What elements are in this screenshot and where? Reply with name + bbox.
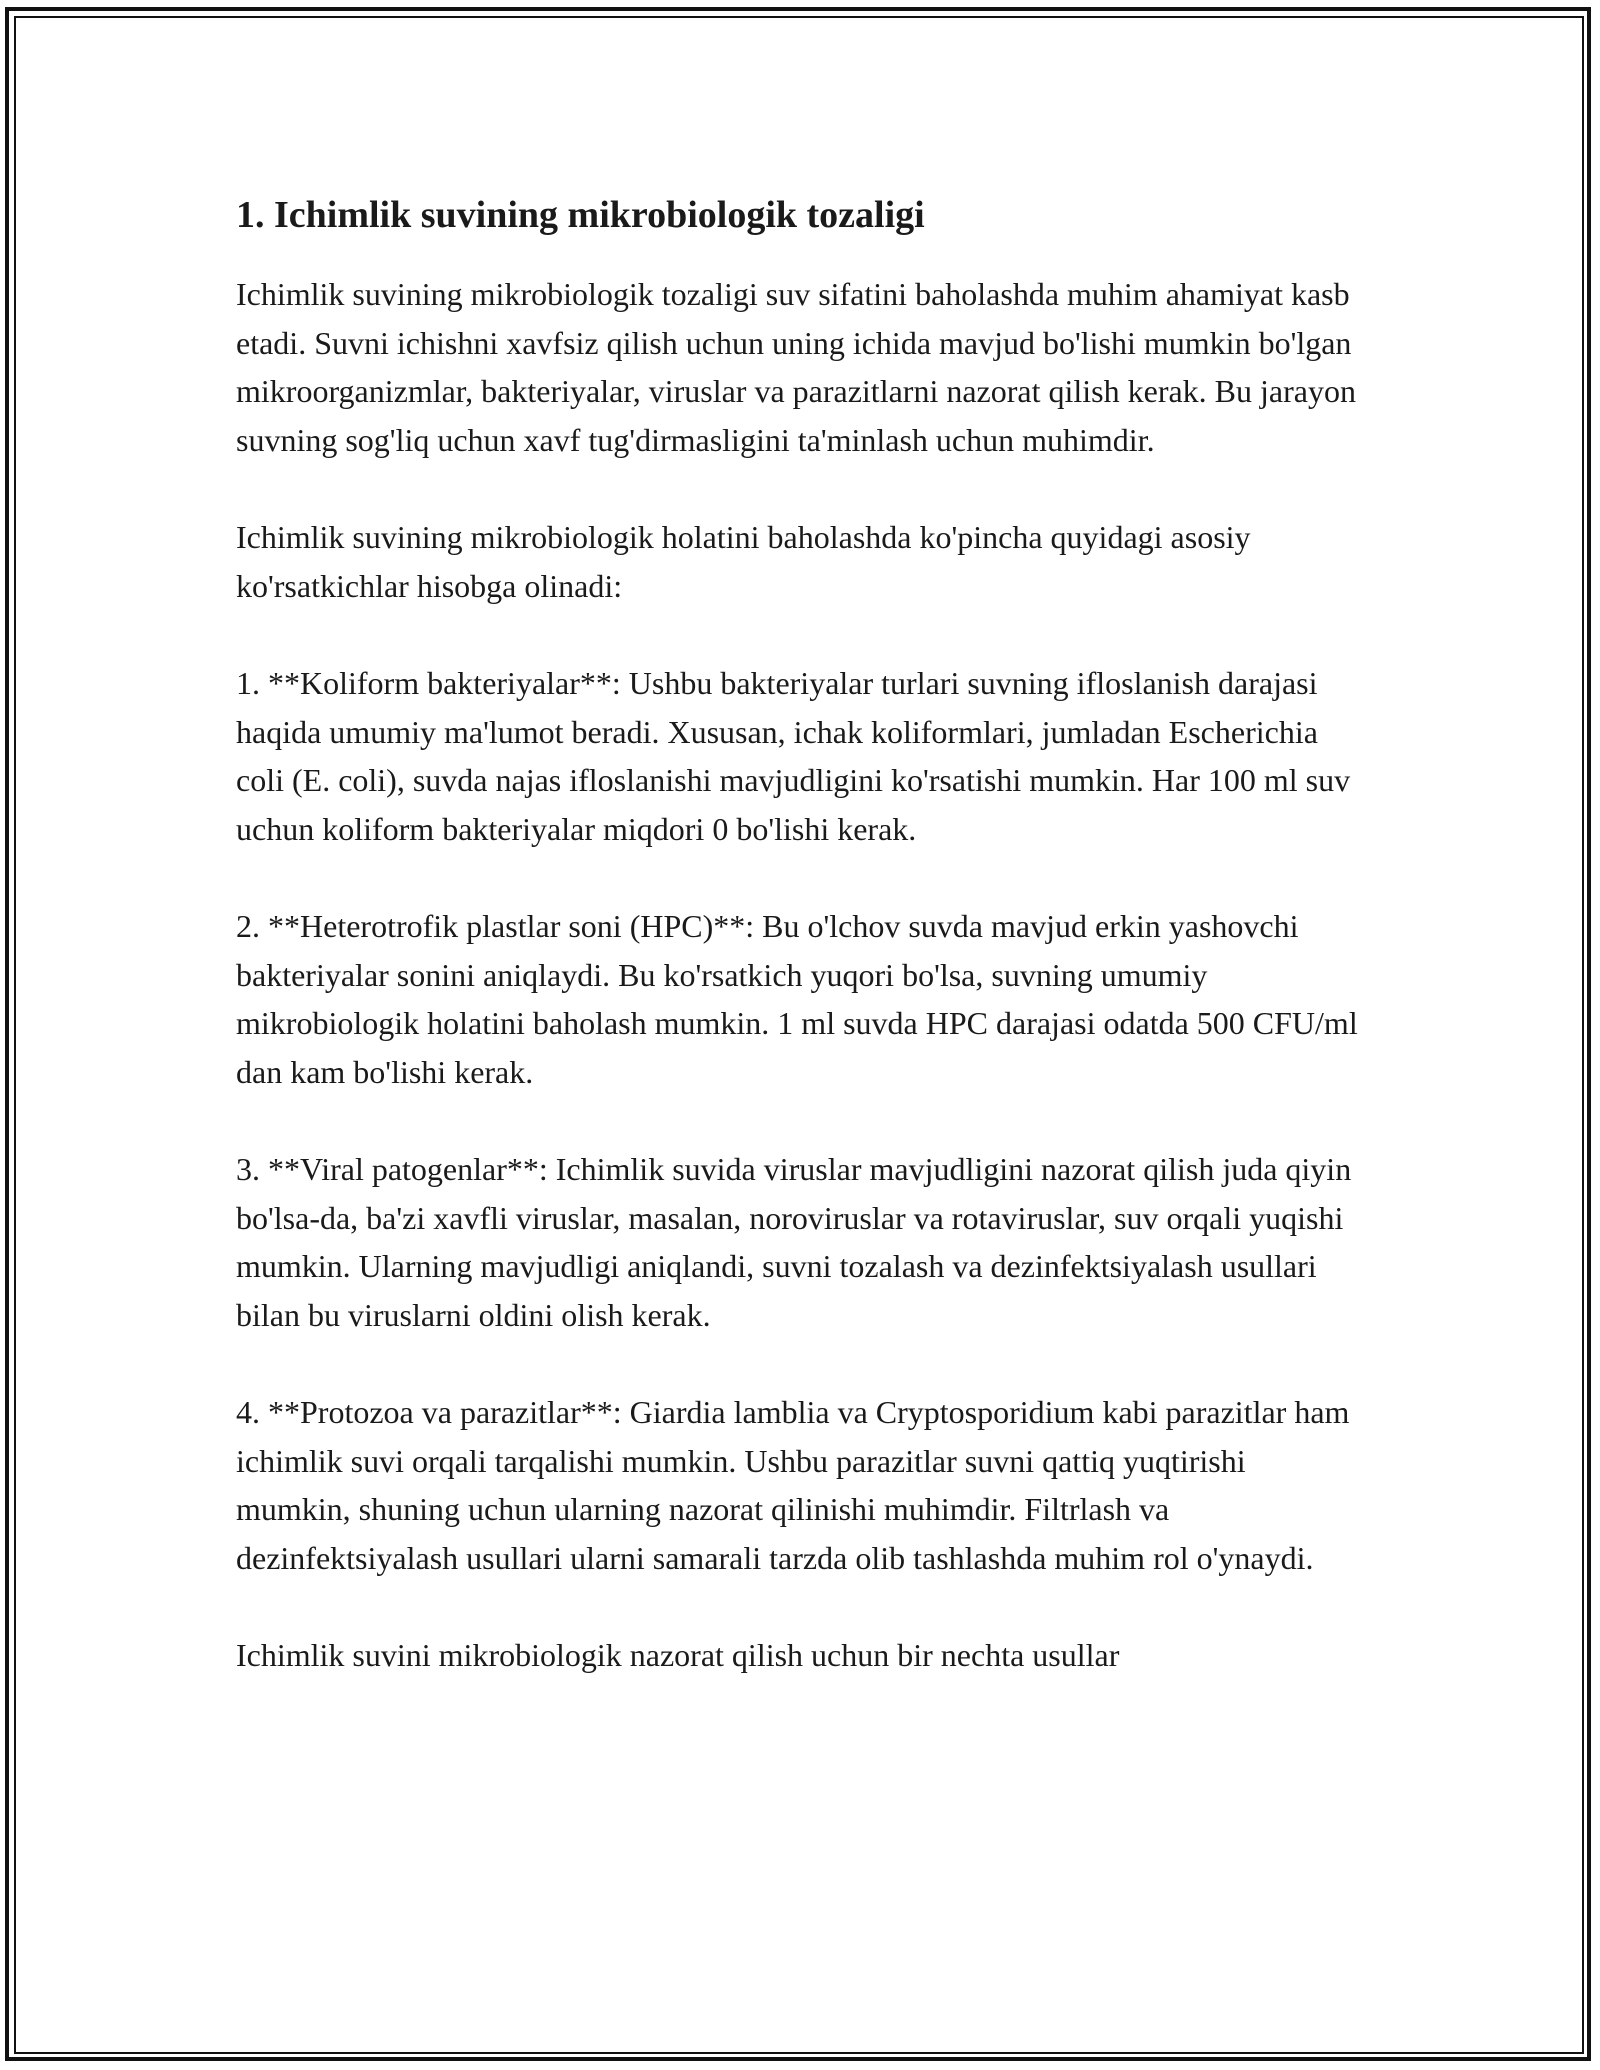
paragraph-hpc: 2. **Heterotrofik plastlar soni (HPC)**: Bu o'lchov suvda mavjud erkin yashovchi bakteriyalar sonini aniqlaydi. Bu ko'rsatkich yuqori bo'lsa, suvning umumiy mikrobiologik holatini baholash mumkin. 1 ml suvda HPC darajasi odatda 500 CFU/ml dan kam bo'lishi kerak. (236, 908, 1358, 1090)
document-body (236, 190, 1366, 1729)
paragraph-methods: Ichimlik suvini mikrobiologik nazorat qilish uchun bir nechta usullar (236, 1637, 1120, 1673)
paragraph-indicators-intro: Ichimlik suvining mikrobiologik holatini baholashda ko'pincha quyidagi asosiy ko'rsatkichlar hisobga olinadi: (236, 519, 1251, 604)
document-title: 1. Ichimlik suvining mikrobiologik tozaligi (236, 194, 925, 236)
paragraph-intro: Ichimlik suvining mikrobiologik tozaligi suv sifatini baholashda muhim ahamiyat kasb etadi. Suvni ichishni xavfsiz qilish uchun uning ichida mavjud bo'lishi mumkin bo'lgan mikroorganizmlar, bakteriyalar, viruslar va parazitlarni nazorat qilish kerak. Bu jarayon suvning sog'liq uchun xavf tug'dirmasligini ta'minlash uchun muhimdir. (236, 276, 1356, 458)
paragraph-protozoa: 4. **Protozoa va parazitlar**: Giardia lamblia va Cryptosporidium kabi parazitlar ham ichimlik suvi orqali tarqalishi mumkin. Ushbu parazitlar suvni qattiq yuqtirishi mumkin, shuning uchun ularning nazorat qilinishi muhimdir. Filtrlash va dezinfektsiyalash usullari ularni samarali tarzda olib tashlashda muhim rol o'ynaydi. (236, 1394, 1350, 1576)
paragraph-viral: 3. **Viral patogenlar**: Ichimlik suvida viruslar mavjudligini nazorat qilish juda qiyin bo'lsa-da, ba'zi xavfli viruslar, masalan, noroviruslar va rotaviruslar, suv orqali yuqishi mumkin. Ularning mavjudligi aniqlandi, suvni tozalash va dezinfektsiyalash usullari bilan bu viruslarni oldini olish kerak. (236, 1151, 1352, 1333)
paragraph-coliform: 1. **Koliform bakteriyalar**: Ushbu bakteriyalar turlari suvning ifloslanish darajasi haqida umumiy ma'lumot beradi. Xususan, ichak koliformlari, jumladan Escherichia coli (E. coli), suvda najas ifloslanishi mavjudligini ko'rsatishi mumkin. Har 100 ml suv uchun koliform bakteriyalar miqdori 0 bo'lishi kerak. (236, 665, 1351, 847)
